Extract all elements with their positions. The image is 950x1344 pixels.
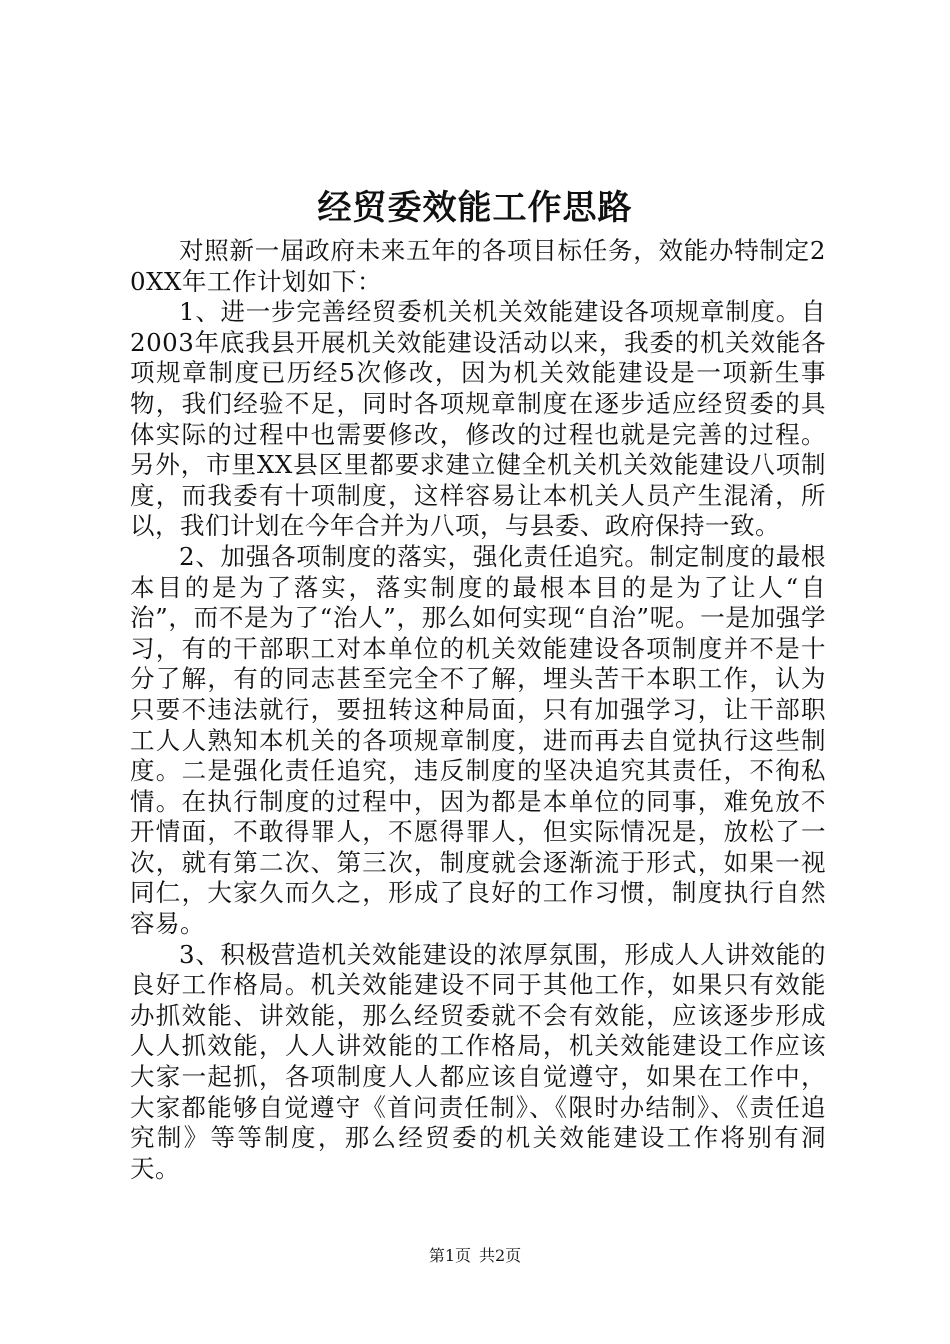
document-body (130, 236, 826, 1184)
page-number-current: 第1页 (428, 1246, 471, 1265)
paragraph-item-3: 3、积极营造机关效能建设的浓厚氛围，形成人人讲效能的良好工作格局。机关效能建设不同于其他工作，如果只有效能办抓效能、讲效能，那么经贸委就不会有效能，应该逐步形成人人抓效能，人人讲效能的工作格局，机关效能建设工作应该大家一起抓，各项制度人人都应该自觉遵守，如果在工作中，大家都能够自觉遵守《首问责任制》、《限时办结制》、《责任追究制》等等制度，那么经贸委的机关效能建设工作将别有洞天。 (130, 939, 826, 1183)
paragraph-item-1: 1、进一步完善经贸委机关机关效能建设各项规章制度。自2003年底我县开展机关效能建设活动以来，我委的机关效能各项规章制度已历经5次修改，因为机关效能建设是一项新生事物，我们经验不足，同时各项规章制度在逐步适应经贸委的具体实际的过程中也需要修改，修改的过程也就是完善的过程。另外，市里XX县区里都要求建立健全机关机关效能建设八项制度，而我委有十项制度，这样容易让本机关人员产生混淆，所以，我们计划在今年合并为八项，与县委、政府保持一致。 (130, 297, 826, 541)
page-number-total: 共2页 (479, 1246, 522, 1265)
document-title: 经贸委效能工作思路 (317, 188, 633, 228)
page-footer (0, 1245, 950, 1267)
paragraph-intro: 对照新一届政府未来五年的各项目标任务，效能办特制定20XX年工作计划如下： (130, 236, 826, 296)
paragraph-item-2: 2、加强各项制度的落实，强化责任追究。制定制度的最根本目的是为了落实，落实制度的最根本目的是为了让人“自治”，而不是为了“治人”，那么如何实现“自治”呢。一是加强学习，有的干部职工对本单位的机关效能建设各项制度并不是十分了解，有的同志甚至完全不了解，埋头苦干本职工作，认为只要不违法就行，要扭转这种局面，只有加强学习，让干部职工人人熟知本机关的各项规章制度，进而再去自觉执行这些制度。二是强化责任追究，违反制度的坚决追究其责任，不徇私情。在执行制度的过程中，因为都是本单位的同事，难免放不开情面，不敢得罪人，不愿得罪人，但实际情况是，放松了一次，就有第二次、第三次，制度就会逐渐流于形式，如果一视同仁，大家久而久之，形成了良好的工作习惯，制度执行自然容易。 (130, 541, 826, 939)
